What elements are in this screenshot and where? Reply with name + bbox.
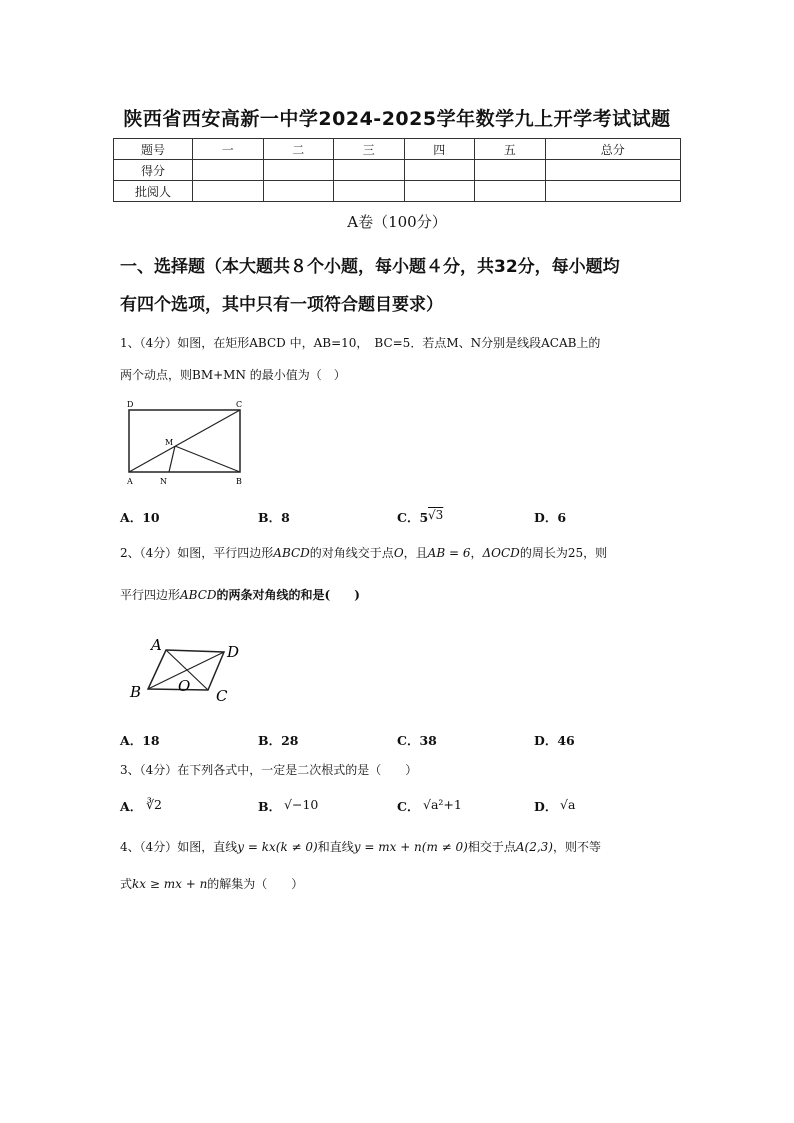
grader-input-cell (545, 181, 681, 202)
math-ocd: ΔOCD (482, 546, 520, 560)
part-heading: 一、选择题（本大题共８个小题，每小题４分，共32分，每小题均 (120, 257, 620, 277)
label-a: A (151, 636, 162, 654)
q2-text: 的周长为25，则 (519, 546, 608, 560)
q4-text: 和直线 (317, 840, 354, 854)
segment-mn (169, 446, 175, 472)
question-2-options (120, 731, 680, 751)
q2-text: ，且 (403, 546, 428, 560)
option-d[interactable]: D．6 (534, 510, 567, 525)
label-a: A (127, 477, 133, 486)
table-cell: 批阅人 (114, 181, 193, 202)
grader-input-cell (263, 181, 334, 202)
question-4-text-cont (120, 869, 680, 899)
question-3-options (120, 797, 680, 817)
q4-text: 相交于点 (467, 840, 516, 854)
grader-input-cell (404, 181, 475, 202)
label-d: D (127, 400, 134, 409)
option-c-expr: √a²+1 (423, 797, 462, 812)
table-cell: 五 (475, 139, 546, 160)
label-d: D (227, 643, 240, 661)
option-d-expr: √a (560, 797, 576, 812)
table-cell: 题号 (114, 139, 193, 160)
question-2-text-cont (120, 580, 680, 610)
option-c[interactable]: C．5 (397, 510, 429, 525)
question-4-text (120, 832, 680, 862)
option-a[interactable]: A． (120, 799, 143, 814)
option-c[interactable]: C．38 (397, 733, 437, 748)
table-cell: 总分 (545, 139, 681, 160)
score-input-cell (475, 160, 546, 181)
table-row (114, 181, 681, 202)
table-cell: 二 (263, 139, 334, 160)
part-heading-cont: 有四个选项，其中只有一项符合题目要求） (120, 295, 443, 315)
label-o: O (178, 677, 191, 695)
question-2-text (120, 538, 680, 568)
math-inequality: kx ≥ mx + n (132, 877, 208, 891)
math-abcd: ABCD (180, 588, 217, 602)
math-eq1: y = kx(k ≠ 0) (237, 840, 318, 854)
option-d[interactable]: D． (534, 799, 558, 814)
option-b[interactable]: B． (258, 799, 282, 814)
q2-text: 平行四边形 (120, 588, 181, 602)
math-point: A(2,3) (515, 840, 553, 854)
q2-text: 2、（4分）如图，平行四边形 (120, 546, 274, 560)
option-a-expr: ∛2 (146, 797, 162, 812)
section-heading: A卷（100分） (347, 213, 447, 231)
option-c[interactable]: C． (397, 799, 420, 814)
q4-text: 式 (120, 877, 133, 891)
score-input-cell (404, 160, 475, 181)
label-b: B (236, 477, 242, 486)
q4-text: 4、（4分）如图，直线 (120, 840, 238, 854)
grader-input-cell (193, 181, 264, 202)
page-title: 陕西省西安高新一中学2024-2025学年数学九上开学考试试题 (123, 108, 671, 130)
math-ab: AB = 6 (427, 546, 471, 560)
grader-input-cell (334, 181, 405, 202)
math-o: O (393, 546, 404, 560)
q4-text: ，则不等 (553, 840, 602, 854)
option-b-expr: √−10 (284, 797, 319, 812)
table-cell: 四 (404, 139, 475, 160)
score-input-cell (193, 160, 264, 181)
question-1-options (120, 508, 680, 528)
option-d[interactable]: D．46 (534, 733, 575, 748)
label-b: B (130, 683, 142, 701)
label-c: C (236, 400, 243, 409)
score-input-cell (263, 160, 334, 181)
q2-text: 的对角线交于点 (309, 546, 394, 560)
grader-input-cell (475, 181, 546, 202)
question-1-text-cont: 两个动点，则BM+MN 的最小值为（ ） (120, 368, 346, 382)
table-cell: 一 (193, 139, 264, 160)
q1-rectangle-figure (122, 398, 252, 490)
option-b[interactable]: B．28 (258, 733, 299, 748)
label-c: C (216, 687, 228, 705)
option-a[interactable]: A．18 (120, 733, 160, 748)
table-cell: 三 (334, 139, 405, 160)
diagonal-ac (129, 410, 240, 472)
option-a[interactable]: A．10 (120, 510, 160, 525)
table-row (114, 139, 681, 160)
q2-text: 的两条对角线的和是( ) (216, 588, 360, 602)
score-table (113, 138, 681, 202)
question-1-text: 1、（4分）如图，在矩形ABCD 中，AB=10， BC=5．若点M、N分别是线段ACAB上的 (120, 336, 601, 350)
table-row (114, 160, 681, 181)
segment-mb (175, 446, 240, 472)
q4-text: 的解集为（ ） (207, 877, 304, 891)
label-m: M (165, 438, 174, 447)
option-b[interactable]: B．8 (258, 510, 290, 525)
table-cell: 得分 (114, 160, 193, 181)
q2-text: ， (470, 546, 483, 560)
label-n: N (160, 477, 167, 486)
question-3-text: 3、（4分）在下列各式中，一定是二次根式的是（ ） (120, 763, 418, 777)
sqrt-3: √3 (428, 508, 444, 522)
score-input-cell (545, 160, 681, 181)
q2-parallelogram-figure (124, 634, 254, 708)
score-input-cell (334, 160, 405, 181)
math-eq2: y = mx + n(m ≠ 0) (353, 840, 468, 854)
math-abcd: ABCD (273, 546, 310, 560)
